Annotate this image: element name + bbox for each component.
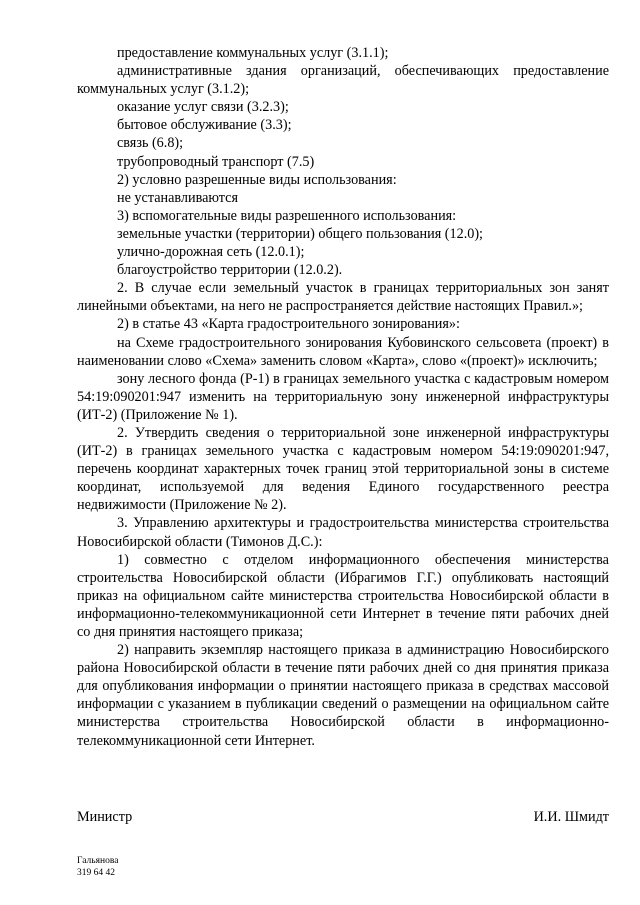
paragraph: 1) совместно с отделом информационного обеспечения министерства строительства Новосибирской области (Ибрагимов Г.Г.) опубликовать настоящий приказ на официальном сайте министерства строительства Новосибирской области в информационно-телекоммуникационной сети Интернет в течение пяти рабочих дней со дня принятия настоящего приказа; — [77, 551, 609, 640]
signatory-name: И.И. Шмидт — [533, 809, 609, 825]
executor-phone: 319 64 42 — [77, 868, 115, 878]
paragraph: земельные участки (территории) общего пользования (12.0); — [117, 225, 483, 242]
paragraph: на Схеме градостроительного зонирования Кубовинского сельсовета (проект) в наименовании слово «Схема» заменить словом «Карта», слово «(проект)» исключить; — [77, 334, 609, 369]
signature-block — [77, 808, 609, 826]
paragraph: 2) условно разрешенные виды использования: — [117, 171, 397, 188]
paragraph: оказание услуг связи (3.2.3); — [117, 99, 289, 116]
paragraph: 2. В случае если земельный участок в границах территориальных зон занят линейными объектами, на него не распространяется действие настоящих Правил.»; — [77, 280, 609, 315]
paragraph: трубопроводный транспорт (7.5) — [117, 153, 315, 170]
paragraph: благоустройство территории (12.0.2). — [117, 262, 343, 279]
paragraph: 3. Управлению архитектуры и градостроительства министерства строительства Новосибирской области (Тимонов Д.С.): — [77, 515, 609, 550]
paragraph: 3) вспомогательные виды разрешенного использования: — [117, 207, 457, 224]
paragraph: зону лесного фонда (Р-1) в границах земельного участка с кадастровым номером 54:19:090201:947 изменить на территориальную зону инженерной инфраструктуры (ИТ-2) (Приложение № 1). — [77, 370, 609, 423]
paragraph: улично-дорожная сеть (12.0.1); — [117, 244, 305, 261]
paragraph: связь (6.8); — [117, 135, 184, 152]
paragraph: административные здания организаций, обеспечивающих предоставление коммунальных услуг (3.1.2); — [77, 63, 609, 98]
paragraph: 2) в статье 43 «Карта градостроительного зонирования»: — [117, 316, 460, 333]
paragraph: предоставление коммунальных услуг (3.1.1); — [117, 45, 389, 61]
paragraph: 2. Утвердить сведения о территориальной зоне инженерной инфраструктуры (ИТ-2) в границах земельного участка с кадастровым номером 54:19:090201:947, перечень координат характерных точек границ этой территориальной зоны в системе координат, используемой для ведения Единого государственного реестра недвижимости (Приложение № 2). — [77, 424, 609, 514]
document-body — [77, 44, 609, 750]
executor-info — [77, 855, 118, 879]
paragraph: бытовое обслуживание (3.3); — [117, 117, 292, 134]
paragraph: 2) направить экземпляр настоящего приказа в администрацию Новосибирского района Новосибирской области в течение пяти рабочих дней со дня принятия приказа для опубликования информации о принятии настоящего приказа в средствах массовой информации с указанием в публикации сведений о размещении на официальном сайте министерства строительства Новосибирской области в информационно-телекоммуникационной сети Интернет. — [77, 642, 609, 749]
executor-name: Гальянова — [77, 856, 119, 866]
paragraph: не устанавливаются — [117, 189, 238, 206]
signatory-position: Министр — [77, 809, 133, 825]
